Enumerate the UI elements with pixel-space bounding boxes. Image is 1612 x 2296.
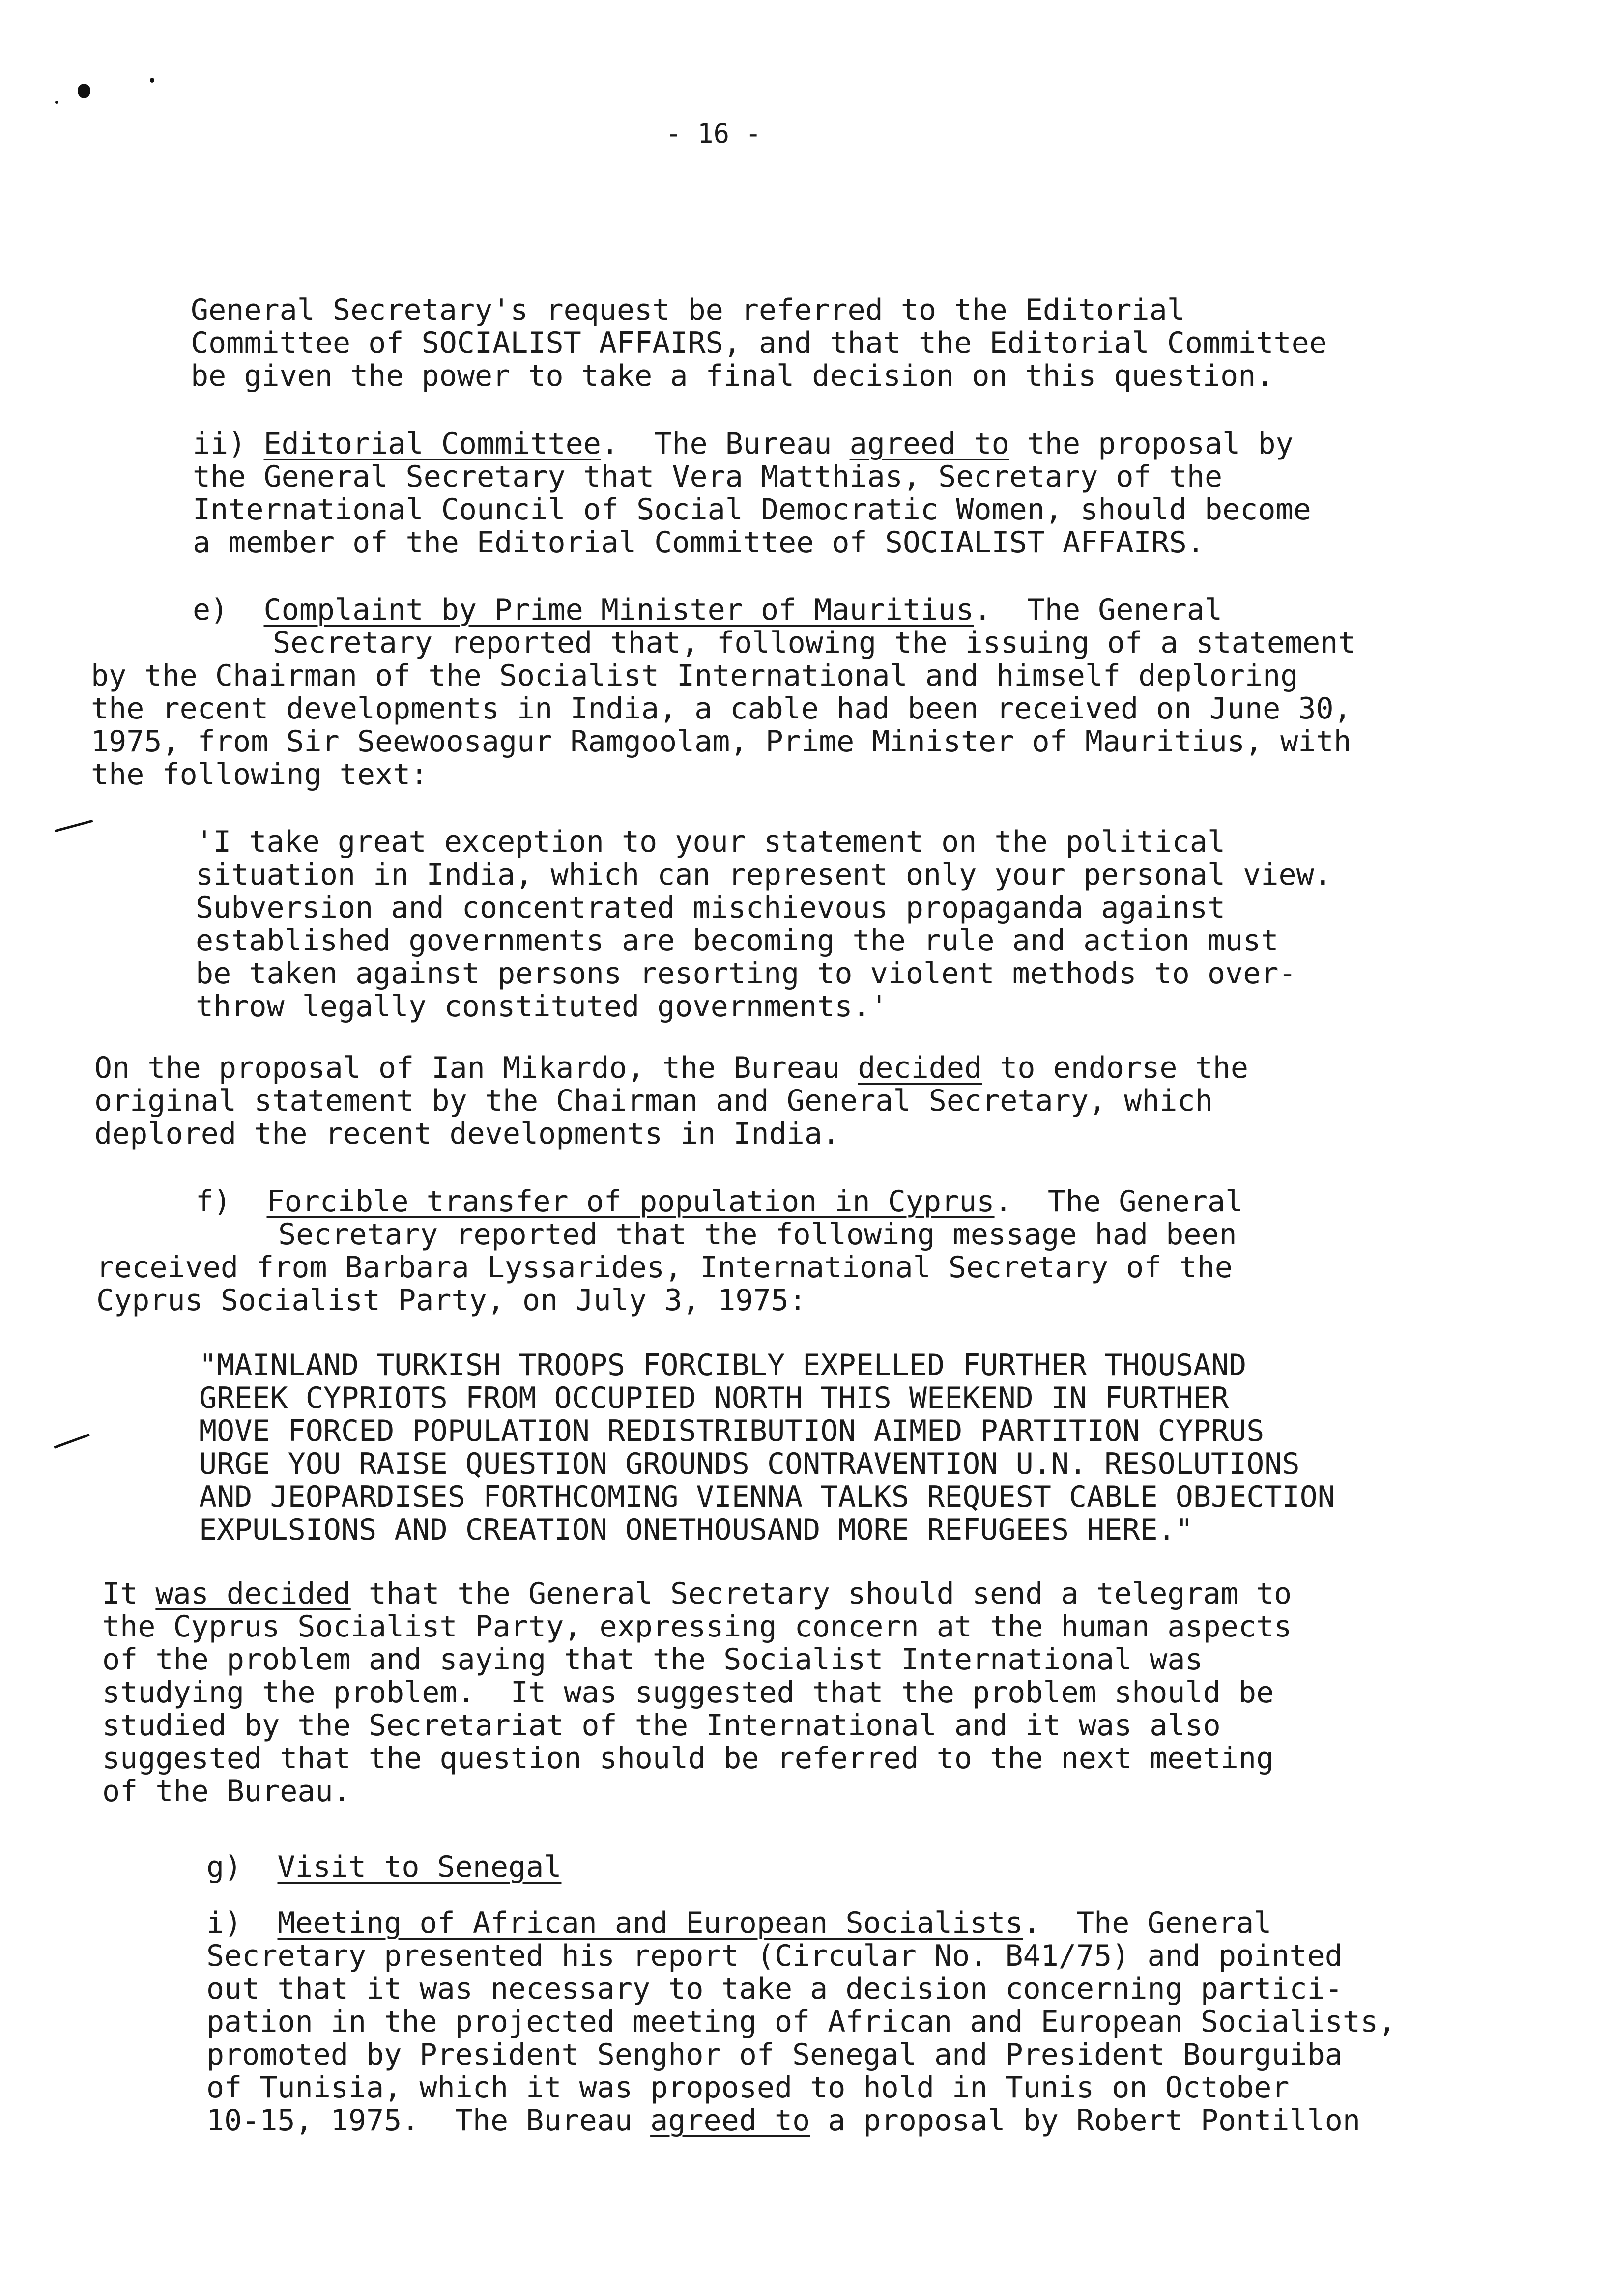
text-line: received from Barbara Lyssarides, International Secretary of the — [96, 1250, 1233, 1285]
paragraph-editorial-committee — [193, 428, 1311, 559]
text-line: suggested that the question should be referred to the next meeting — [102, 1741, 1274, 1776]
text-line: General Secretary's request be referred to the Editorial — [191, 293, 1185, 327]
text-line: "MAINLAND TURKISH TROOPS FORCIBLY EXPELLED FURTHER THOUSAND — [199, 1348, 1247, 1382]
text-fragment: 10-15, 1975. The Bureau — [206, 2103, 651, 2138]
text-line: studying the problem. It was suggested that the problem should be — [102, 1675, 1274, 1710]
text-line: MOVE FORCED POPULATION REDISTRIBUTION AIMED PARTITION CYPRUS — [199, 1414, 1265, 1448]
text-line: Secretary reported that, following the issuing of a statement — [273, 626, 1356, 660]
decision-phrase: was decided — [155, 1577, 351, 1611]
paragraph-african-european-socialists — [206, 1907, 1396, 2137]
text-line — [206, 1851, 561, 1884]
text-fragment: . The Bureau — [601, 427, 850, 461]
text-line: the following text: — [91, 757, 429, 792]
text-line: Secretary reported that the following message had been — [278, 1217, 1237, 1252]
text-line: throw legally constituted governments.' — [196, 989, 888, 1024]
quoted-cable-mauritius — [196, 826, 1332, 1023]
paragraph-cyprus-transfer — [196, 1185, 1243, 1218]
text-line: GREEK CYPRIOTS FROM OCCUPIED NORTH THIS WEEKEND IN FURTHER — [199, 1381, 1229, 1415]
text-fragment: that the General Secretary should send a telegram to — [350, 1577, 1292, 1611]
text-line: be given the power to take a final decision on this question. — [191, 359, 1274, 393]
text-line: studied by the Secretariat of the International and it was also — [102, 1708, 1221, 1743]
decision-phrase: agreed to — [849, 427, 1009, 461]
text-line: a member of the Editorial Committee of SOCIALIST AFFAIRS. — [193, 525, 1205, 560]
decision-phrase: decided — [858, 1051, 982, 1085]
text-line — [206, 1907, 1396, 1940]
text-line: situation in India, which can represent only your personal view. — [196, 858, 1332, 892]
text-line: 'I take great exception to your statement on the political — [196, 825, 1226, 859]
text-fragment: . The General — [994, 1184, 1243, 1219]
text-fragment: a proposal by Robert Pontillon — [810, 2103, 1361, 2138]
text-line — [193, 594, 1222, 627]
text-line — [94, 1052, 1248, 1085]
decision-phrase: agreed to — [650, 2103, 810, 2138]
paragraph-bureau-decision-india — [94, 1052, 1248, 1150]
text-line: Cyprus Socialist Party, on July 3, 1975: — [96, 1283, 806, 1318]
text-line — [196, 1185, 1243, 1218]
text-line: Secretary presented his report (Circular No. B41/75) and pointed — [206, 1939, 1343, 1973]
text-line: the General Secretary that Vera Matthias, Secretary of the — [193, 459, 1223, 494]
item-label: f) — [196, 1184, 267, 1219]
paragraph-mauritius-complaint — [193, 594, 1222, 627]
paragraph-cyprus-body — [96, 1218, 1237, 1317]
text-fragment: On the proposal of Ian Mikardo, the Bureau — [94, 1051, 858, 1085]
text-line: EXPULSIONS AND CREATION ONETHOUSAND MORE REFUGEES HERE." — [199, 1513, 1193, 1547]
text-line: Subversion and concentrated mischievous propaganda against — [196, 890, 1226, 925]
paragraph-cyprus-decision — [102, 1578, 1292, 1808]
text-line: the recent developments in India, a cable had been received on June 30, — [91, 691, 1352, 726]
text-line: of Tunisia, which it was proposed to hold in Tunis on October — [206, 2070, 1290, 2105]
text-line: Committee of SOCIALIST AFFAIRS, and that the Editorial Committee — [191, 326, 1327, 360]
section-heading: Editorial Committee — [263, 427, 601, 461]
text-fragment: to endorse the — [982, 1051, 1249, 1085]
text-line: AND JEOPARDISES FORTHCOMING VIENNA TALKS REQUEST CABLE OBJECTION — [199, 1480, 1335, 1514]
text-line: out that it was necessary to take a decision concerning partici- — [206, 1972, 1343, 2006]
text-line — [102, 1578, 1292, 1610]
text-line: be taken against persons resorting to violent methods to over- — [196, 956, 1296, 991]
paragraph-mauritius-body — [91, 627, 1356, 791]
text-line — [206, 2104, 1396, 2137]
text-line: deplored the recent developments in India. — [94, 1117, 840, 1151]
text-fragment: the proposal by — [1009, 427, 1294, 461]
text-line: original statement by the Chairman and General Secretary, which — [94, 1084, 1213, 1118]
text-fragment: It — [102, 1577, 156, 1611]
text-fragment: . The General — [1023, 1906, 1272, 1940]
scan-dot-tiny — [55, 101, 58, 104]
text-line: International Council of Social Democratic Women, should become — [193, 492, 1311, 527]
quoted-message-cyprus — [199, 1349, 1335, 1547]
section-heading: Complaint by Prime Minister of Mauritius — [263, 593, 974, 627]
text-line: of the problem and saying that the Socialist International was — [102, 1642, 1203, 1677]
text-line: established governments are becoming the rule and action must — [196, 923, 1279, 958]
text-line: the Cyprus Socialist Party, expressing concern at the human aspects — [102, 1609, 1292, 1644]
section-heading: Forcible transfer of population in Cyprus — [266, 1184, 995, 1219]
item-label: e) — [193, 593, 264, 627]
item-label: g) — [206, 1850, 278, 1884]
text-line: by the Chairman of the Socialist International and himself deploring — [91, 659, 1298, 693]
scan-dot-small — [150, 78, 154, 83]
paragraph-continuation — [191, 294, 1327, 393]
text-line: pation in the projected meeting of African and European Socialists, — [206, 2005, 1396, 2039]
item-label: ii) — [193, 427, 264, 461]
section-visit-senegal — [206, 1851, 561, 1884]
text-fragment: . The General — [974, 593, 1223, 627]
margin-mark-2 — [54, 1434, 89, 1449]
text-line: promoted by President Senghor of Senegal and President Bourguiba — [206, 2038, 1343, 2072]
section-heading: Visit to Senegal — [277, 1850, 562, 1884]
margin-mark-1 — [55, 820, 93, 832]
text-line — [193, 428, 1311, 460]
text-line: of the Bureau. — [102, 1774, 351, 1808]
item-label: i) — [206, 1906, 278, 1940]
text-line: 1975, from Sir Seewoosagur Ramgoolam, Prime Minister of Mauritius, with — [91, 724, 1352, 759]
section-heading: Meeting of African and European Socialists — [277, 1906, 1023, 1940]
page-number: - 16 - — [665, 118, 762, 149]
scan-dot-large — [78, 84, 90, 98]
text-line: URGE YOU RAISE QUESTION GROUNDS CONTRAVENTION U.N. RESOLUTIONS — [199, 1447, 1300, 1481]
